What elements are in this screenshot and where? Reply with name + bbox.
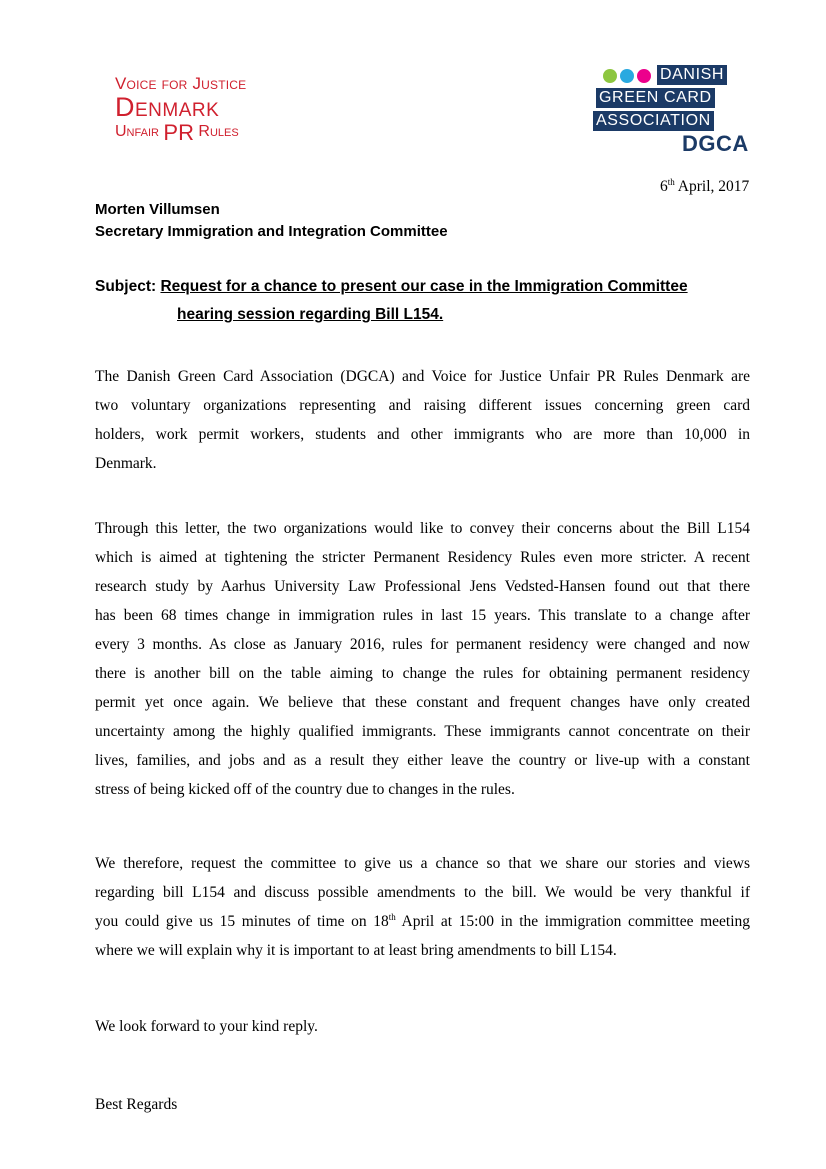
paragraph-line: Through this letter, the two organizations would like to convey their concerns about the Bill L154: [95, 520, 750, 537]
subject-line: [95, 278, 688, 296]
paragraph-line: lives, families, and jobs and as a result they either leave the country or live-up with a constant: [95, 752, 750, 769]
logo-line-denmark: Denmark: [115, 92, 220, 122]
green-dot-icon: [603, 69, 617, 83]
paragraph-line: Denmark.: [95, 455, 157, 472]
blue-dot-icon: [620, 69, 634, 83]
paragraph-line: permit yet once again. We believe that these constant and frequent changes have only created: [95, 694, 750, 711]
paragraph-line: there is another bill on the table aiming to change the rules for obtaining permanent residency: [95, 665, 750, 682]
request-text-a: you could give us 15 minutes of time on 18: [95, 913, 389, 930]
paragraph-line: regarding bill L154 and discuss possible amendments to the bill. We would be very thankful if: [95, 884, 750, 901]
paragraph-line: stress of being kicked off of the country due to changes in the rules.: [95, 781, 515, 798]
date-day: 6: [660, 178, 668, 195]
recipient-title: Secretary Immigration and Integration Committee: [95, 223, 448, 240]
paragraph-line: We therefore, request the committee to give us a chance so that we share our stories and views: [95, 855, 750, 872]
logo-bar-association: ASSOCIATION: [593, 111, 714, 131]
letter-date: [660, 178, 749, 196]
date-month-year: April, 2017: [674, 178, 750, 195]
subject-text-line2: hearing session regarding Bill L154.: [177, 306, 444, 323]
subject-text-line1: Request for a chance to present our case in the Immigration Committee: [160, 278, 688, 295]
logo-abbr-dgca: DGCA: [682, 131, 749, 156]
logo-unfair: Unfair: [115, 123, 159, 140]
paragraph-line: where we will explain why it is important to at least bring amendments to bill L154.: [95, 942, 617, 959]
best-regards: Best Regards: [95, 1096, 178, 1113]
paragraph-line: holders, work permit workers, students and other immigrants who are more than 10,000 in: [95, 426, 750, 443]
paragraph-line: We look forward to your kind reply.: [95, 1018, 318, 1035]
paragraph-closing-line: [95, 1012, 750, 1041]
logo-rules: Rules: [198, 123, 239, 140]
paragraph-line: [95, 907, 750, 936]
logo-bar-danish: DANISH: [657, 65, 727, 85]
request-text-b: April at 15:00 in the immigration committee meeting: [395, 913, 750, 930]
logo-line-voice-for-justice: Voice for Justice: [115, 74, 247, 93]
magenta-dot-icon: [637, 69, 651, 83]
logo-line-unfair-pr-rules: [115, 119, 239, 145]
paragraph-line: The Danish Green Card Association (DGCA) and Voice for Justice Unfair PR Rules Denmark are: [95, 368, 750, 385]
recipient-name: Morten Villumsen: [95, 201, 220, 218]
closing-salutation: [95, 1090, 750, 1119]
paragraph-line: has been 68 times change in immigration rules in last 15 years. This translate to a change after: [95, 607, 750, 624]
dgca-logo: [593, 65, 753, 155]
date-suffix: th: [667, 176, 675, 187]
paragraph-request: [95, 849, 750, 965]
paragraph-line: which is aimed at tightening the stricter Permanent Residency Rules even more stricter. A recent: [95, 549, 750, 566]
paragraph-line: uncertainty among the highly qualified immigrants. These immigrants cannot concentrate on their: [95, 723, 750, 740]
paragraph-line: research study by Aarhus University Law Professional Jens Vedsted-Hansen found out that there: [95, 578, 750, 595]
paragraph-concerns: [95, 514, 750, 804]
request-date-suffix: th: [388, 911, 396, 922]
subject-label: Subject:: [95, 278, 157, 295]
logo-bar-green-card: GREEN CARD: [596, 88, 715, 108]
paragraph-line: every 3 months. As close as January 2016, rules for permanent residency were changed and now: [95, 636, 750, 653]
logo-pr: PR: [163, 120, 194, 145]
paragraph-line: two voluntary organizations representing and raising different issues concerning green card: [95, 397, 750, 414]
paragraph-intro: [95, 362, 750, 478]
